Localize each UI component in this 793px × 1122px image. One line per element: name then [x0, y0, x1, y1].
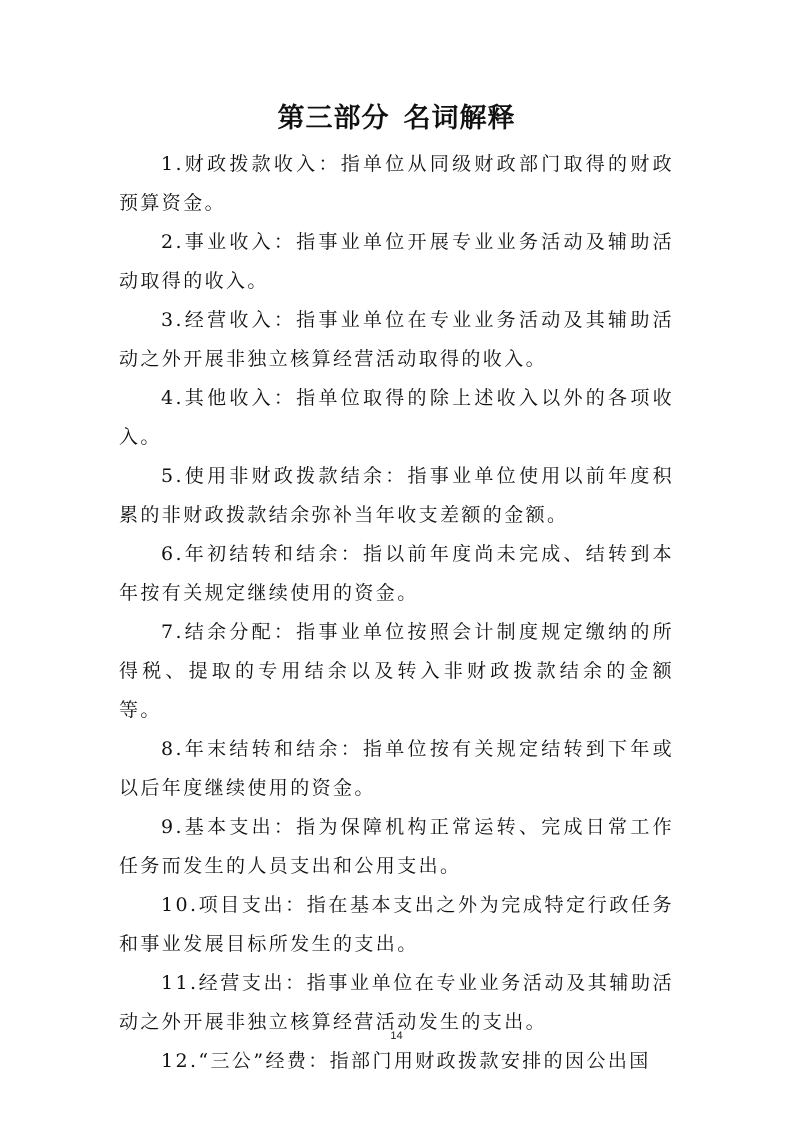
glossary-entry: 4.其他收入：指单位取得的除上述收入以外的各项收入。 [119, 387, 674, 448]
glossary-entry: 9.基本支出：指为保障机构正常运转、完成日常工作任务而发生的人员支出和公用支出。 [119, 816, 674, 877]
page-title [0, 96, 793, 135]
glossary-entry: 1.财政拨款收入：指单位从同级财政部门取得的财政预算资金。 [119, 153, 674, 214]
glossary-list [119, 145, 674, 1081]
title-name: 名词解释 [403, 103, 516, 134]
glossary-entry: 10.项目支出：指在基本支出之外为完成特定行政任务和事业发展目标所发生的支出。 [119, 894, 674, 955]
glossary-entry: 5.使用非财政拨款结余：指事业单位使用以前年度积累的非财政拨款结余弥补当年收支差额的金额。 [119, 465, 674, 526]
glossary-entry: 6.年初结转和结余：指以前年度尚未完成、结转到本年按有关规定继续使用的资金。 [119, 543, 674, 604]
glossary-entry: 11.经营支出：指事业单位在专业业务活动及其辅助活动之外开展非独立核算经营活动发生的支出。 [119, 972, 674, 1033]
glossary-entry: 7.结余分配：指事业单位按照会计制度规定缴纳的所得税、提取的专用结余以及转入非财政拨款结余的金额等。 [119, 621, 674, 721]
glossary-entry: 3.经营收入：指事业单位在专业业务活动及其辅助活动之外开展非独立核算经营活动取得的收入。 [119, 309, 674, 370]
glossary-entry: 12.“三公”经费：指部门用财政拨款安排的因公出国 [161, 1050, 651, 1072]
glossary-entry: 2.事业收入：指事业单位开展专业业务活动及辅助活动取得的收入。 [119, 231, 674, 292]
page-number: 14 [390, 1030, 403, 1042]
title-part: 第三部分 [277, 103, 390, 134]
glossary-entry: 8.年末结转和结余：指单位按有关规定结转到下年或以后年度继续使用的资金。 [119, 738, 674, 799]
